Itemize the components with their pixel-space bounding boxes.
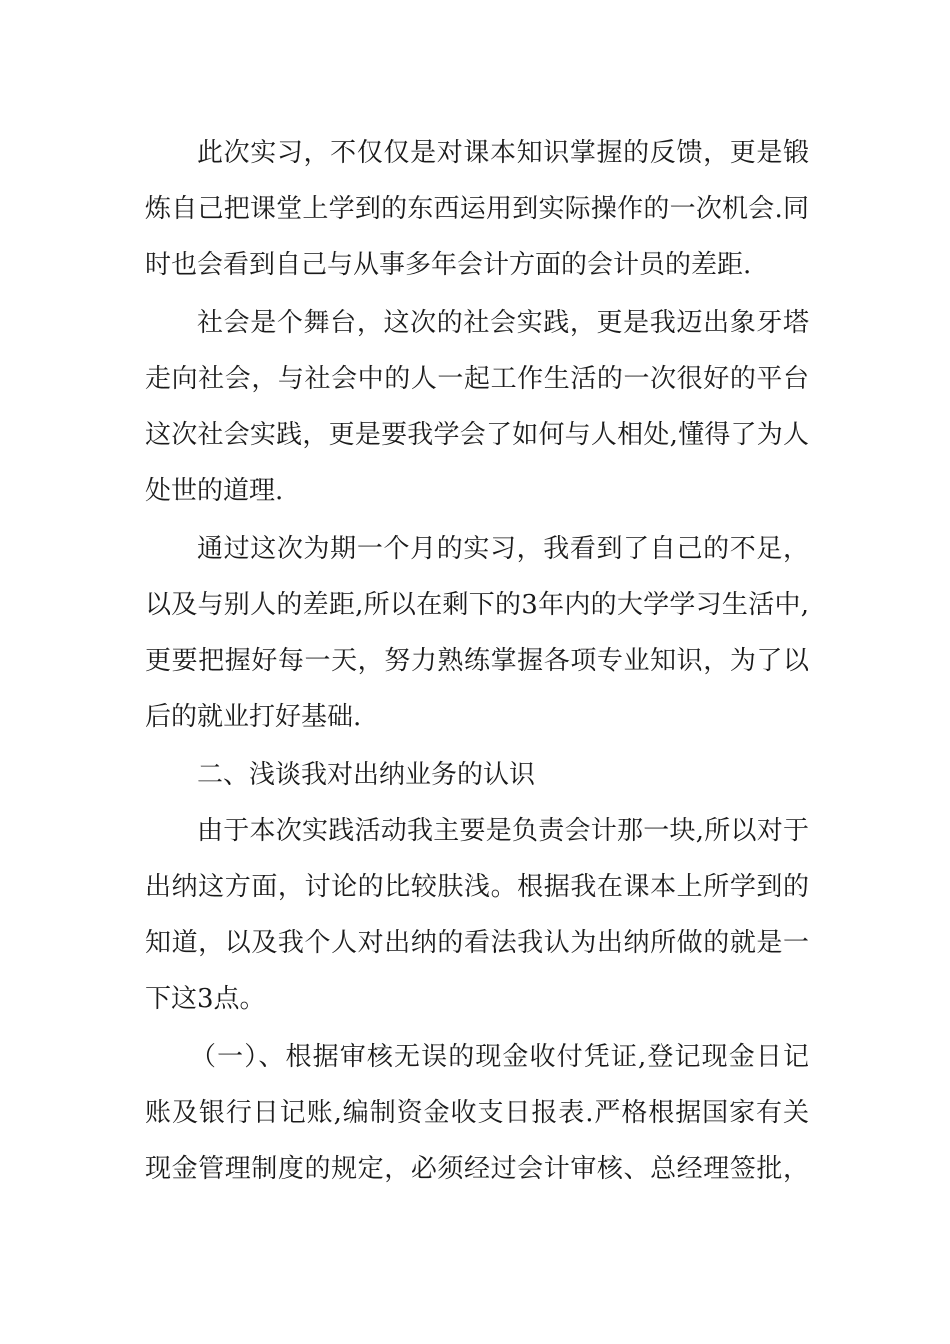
paragraph-6-line-3: 现金管理制度的规定，必须经过会计审核、总经理签批， xyxy=(145,1154,809,1184)
paragraph-5-line-1: 由于本次实践活动我主要是负责会计那一块,所以对于 xyxy=(197,816,809,846)
paragraph-5-line-3: 知道，以及我个人对出纳的看法我认为出纳所做的就是一 xyxy=(145,928,809,958)
paragraph-6-line-1: （一）、根据审核无误的现金收付凭证,登记现金日记 xyxy=(190,1042,809,1072)
paragraph-3-line-4: 后的就业打好基础. xyxy=(145,702,362,732)
paragraph-6-line-2: 账及银行日记账,编制资金收支日报表.严格根据国家有关 xyxy=(145,1098,809,1128)
paragraph-3-line-2: 以及与别人的差距,所以在剩下的3年内的大学学习生活中, xyxy=(145,590,809,620)
paragraph-2-line-4: 处世的道理. xyxy=(145,476,284,506)
paragraph-2-line-2: 走向社会，与社会中的人一起工作生活的一次很好的平台 xyxy=(145,364,809,394)
paragraph-2-line-3: 这次社会实践，更是要我学会了如何与人相处,懂得了为人 xyxy=(145,420,809,450)
paragraph-1-line-3: 时也会看到自己与从事多年会计方面的会计员的差距. xyxy=(145,250,752,280)
section-heading: 二、浅谈我对出纳业务的认识 xyxy=(197,760,536,790)
paragraph-3-line-1: 通过这次为期一个月的实习，我看到了自己的不足， xyxy=(197,534,809,564)
paragraph-3-line-3: 更要把握好每一天，努力熟练掌握各项专业知识，为了以 xyxy=(145,646,809,676)
paragraph-1-line-1: 此次实习，不仅仅是对课本知识掌握的反馈，更是锻 xyxy=(197,138,809,168)
paragraph-1-line-2: 炼自己把课堂上学到的东西运用到实际操作的一次机会.同 xyxy=(145,194,809,224)
paragraph-5-line-4: 下这3点。 xyxy=(145,984,266,1014)
paragraph-2-line-1: 社会是个舞台，这次的社会实践，更是我迈出象牙塔 xyxy=(197,308,809,338)
paragraph-5-line-2: 出纳这方面，讨论的比较肤浅。根据我在课本上所学到的 xyxy=(145,872,809,902)
